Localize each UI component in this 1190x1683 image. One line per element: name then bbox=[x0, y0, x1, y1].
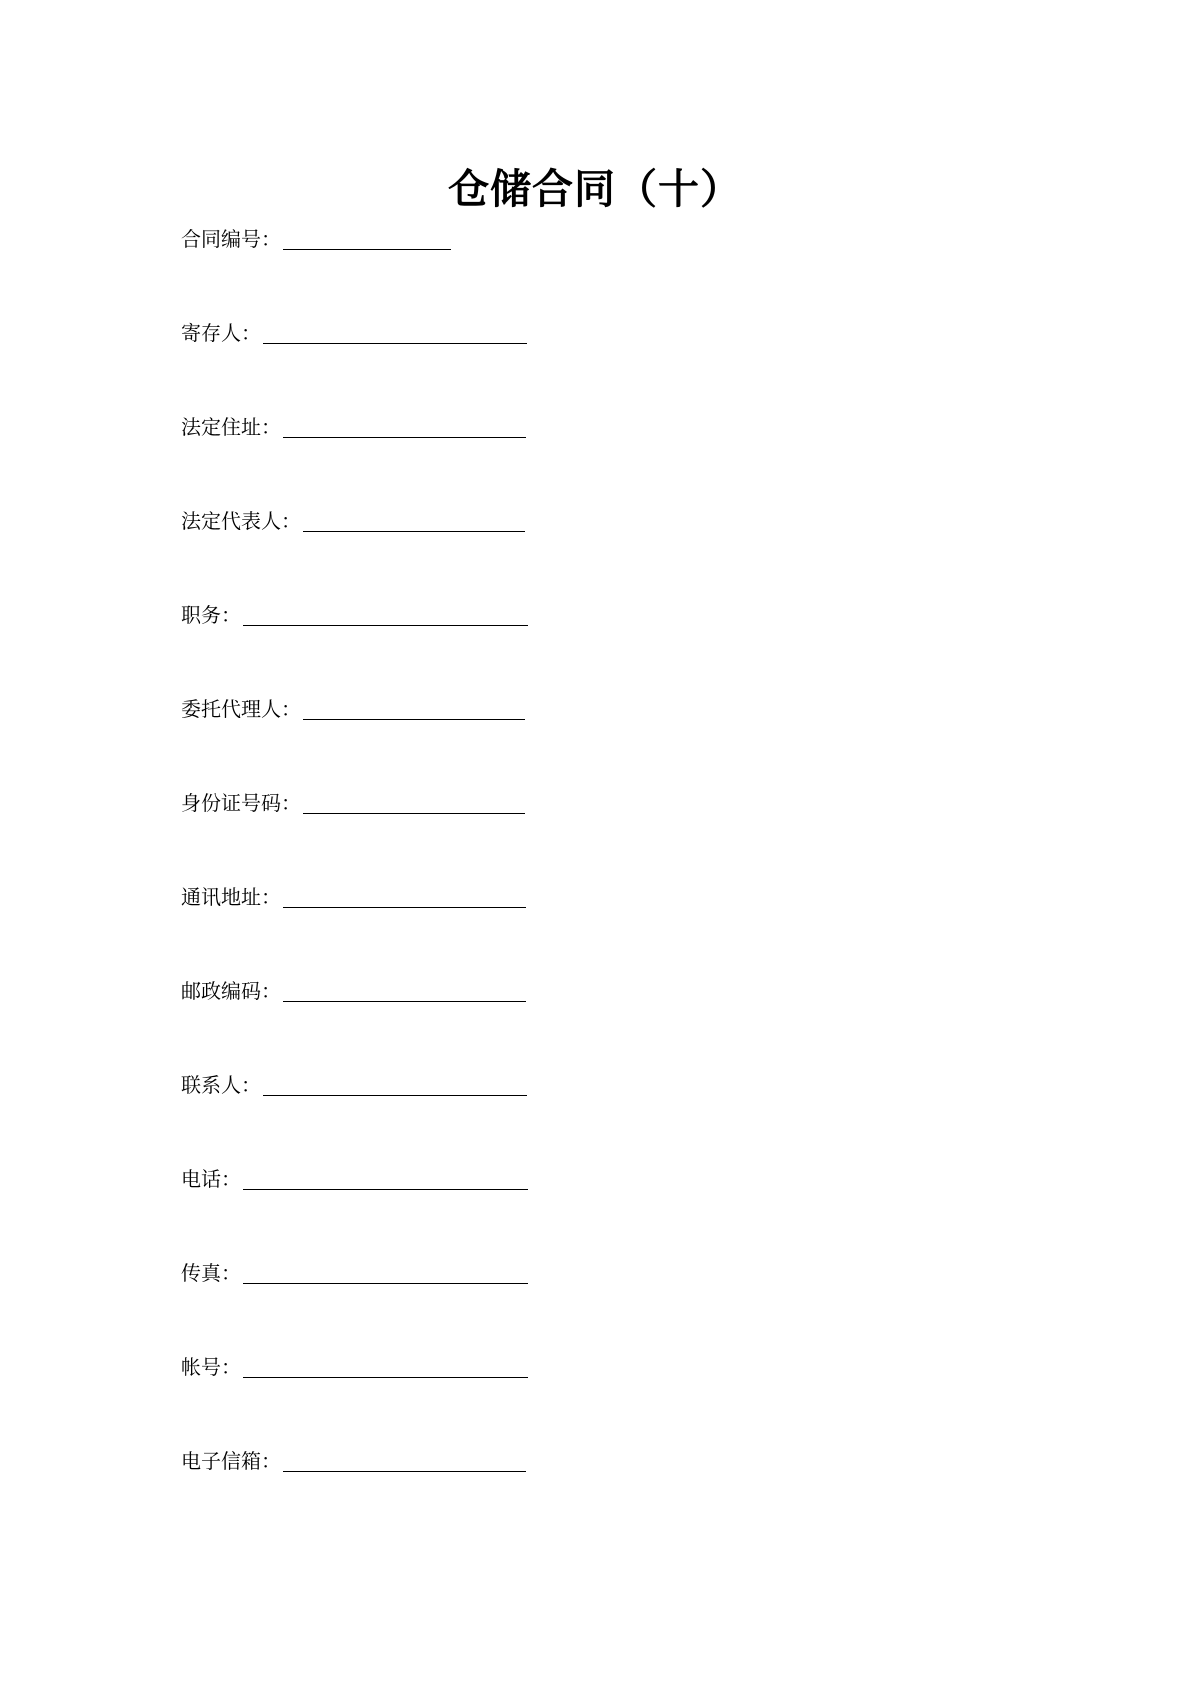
account-number-blank[interactable] bbox=[243, 1353, 528, 1378]
field-label: 职务： bbox=[181, 603, 241, 627]
mailing-address-blank[interactable] bbox=[283, 883, 526, 908]
position-blank[interactable] bbox=[243, 601, 528, 626]
field-label: 通讯地址： bbox=[181, 885, 281, 909]
field-label: 邮政编码： bbox=[181, 979, 281, 1003]
mailing-address-field bbox=[181, 880, 526, 910]
legal-representative-field bbox=[181, 504, 525, 534]
legal-address-blank[interactable] bbox=[283, 413, 526, 438]
depositor-blank[interactable] bbox=[263, 319, 527, 344]
postal-code-blank[interactable] bbox=[283, 977, 526, 1002]
contact-person-field bbox=[181, 1068, 527, 1098]
contract-number-field bbox=[181, 222, 451, 252]
field-label: 电子信箱： bbox=[181, 1449, 281, 1473]
field-label: 传真： bbox=[181, 1261, 241, 1285]
fax-field bbox=[181, 1256, 528, 1286]
authorized-agent-blank[interactable] bbox=[303, 695, 525, 720]
field-label: 寄存人： bbox=[181, 321, 261, 345]
document-title: 仓储合同（十） bbox=[448, 165, 742, 213]
legal-representative-blank[interactable] bbox=[303, 507, 525, 532]
contact-person-blank[interactable] bbox=[263, 1071, 527, 1096]
field-label: 身份证号码： bbox=[181, 791, 301, 815]
telephone-blank[interactable] bbox=[243, 1165, 528, 1190]
contract-number-blank[interactable] bbox=[283, 225, 451, 250]
depositor-field bbox=[181, 316, 527, 346]
id-number-field bbox=[181, 786, 525, 816]
position-field bbox=[181, 598, 528, 628]
legal-address-field bbox=[181, 410, 526, 440]
field-label: 联系人： bbox=[181, 1073, 261, 1097]
telephone-field bbox=[181, 1162, 528, 1192]
email-blank[interactable] bbox=[283, 1447, 526, 1472]
field-label: 法定代表人： bbox=[181, 509, 301, 533]
field-label: 电话： bbox=[181, 1167, 241, 1191]
authorized-agent-field bbox=[181, 692, 525, 722]
field-label: 法定住址： bbox=[181, 415, 281, 439]
field-label: 委托代理人： bbox=[181, 697, 301, 721]
email-field bbox=[181, 1444, 526, 1474]
id-number-blank[interactable] bbox=[303, 789, 525, 814]
account-number-field bbox=[181, 1350, 528, 1380]
field-label: 帐号： bbox=[181, 1355, 241, 1379]
field-label: 合同编号： bbox=[181, 227, 281, 251]
postal-code-field bbox=[181, 974, 526, 1004]
fax-blank[interactable] bbox=[243, 1259, 528, 1284]
